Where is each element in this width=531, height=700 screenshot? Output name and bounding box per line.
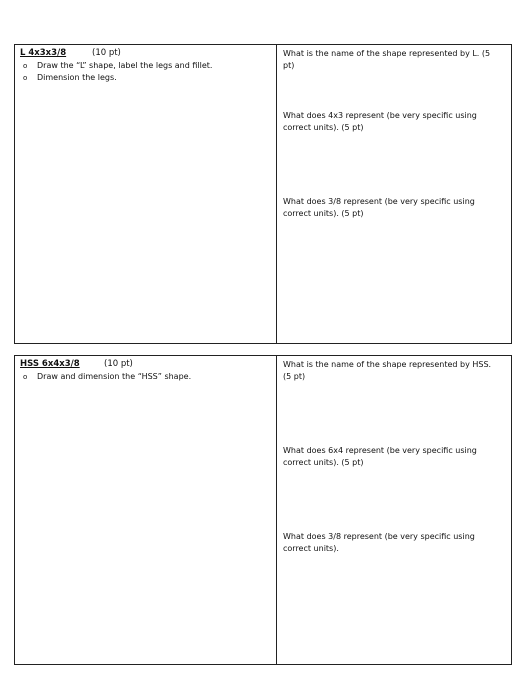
instruction-text: Draw the “L” shape, label the legs and fillet. (37, 61, 213, 70)
list-item (23, 371, 271, 383)
list-item (23, 60, 271, 72)
section-l-shape (14, 44, 512, 344)
section-hss-shape (14, 355, 512, 665)
instruction-list (20, 371, 271, 383)
question-text: What is the name of the shape represented by HSS. (5 pt) (283, 360, 492, 381)
bullet-icon: o (23, 74, 28, 82)
question-text: What does 6x4 represent (be very specific using correct units). (5 pt) (283, 446, 477, 467)
bullet-icon: o (23, 62, 28, 70)
points-label: (10 pt) (104, 359, 133, 369)
question-text: What does 4x3 represent (be very specific using correct units). (5 pt) (283, 111, 477, 132)
question-text: What does 3/8 represent (be very specific using correct units). (5 pt) (283, 197, 475, 218)
bullet-icon: o (23, 373, 28, 381)
instruction-text: Dimension the legs. (37, 73, 117, 82)
shape-title: L 4x3x3/8 (20, 48, 67, 58)
questions-area-l (277, 45, 511, 343)
question-text: What does 3/8 represent (be very specific using correct units). (283, 532, 475, 553)
section-header (20, 359, 271, 370)
questions-area-hss (277, 356, 511, 664)
instruction-text: Draw and dimension the “HSS” shape. (37, 372, 192, 381)
instruction-list (20, 60, 271, 84)
points-label: (10 pt) (92, 48, 121, 58)
drawing-area-l (15, 45, 277, 343)
question-text: What is the name of the shape represented by L. (5 pt) (283, 49, 491, 70)
drawing-area-hss (15, 356, 277, 664)
list-item (23, 72, 271, 84)
shape-title: HSS 6x4x3/8 (20, 359, 80, 369)
section-header (20, 48, 271, 59)
